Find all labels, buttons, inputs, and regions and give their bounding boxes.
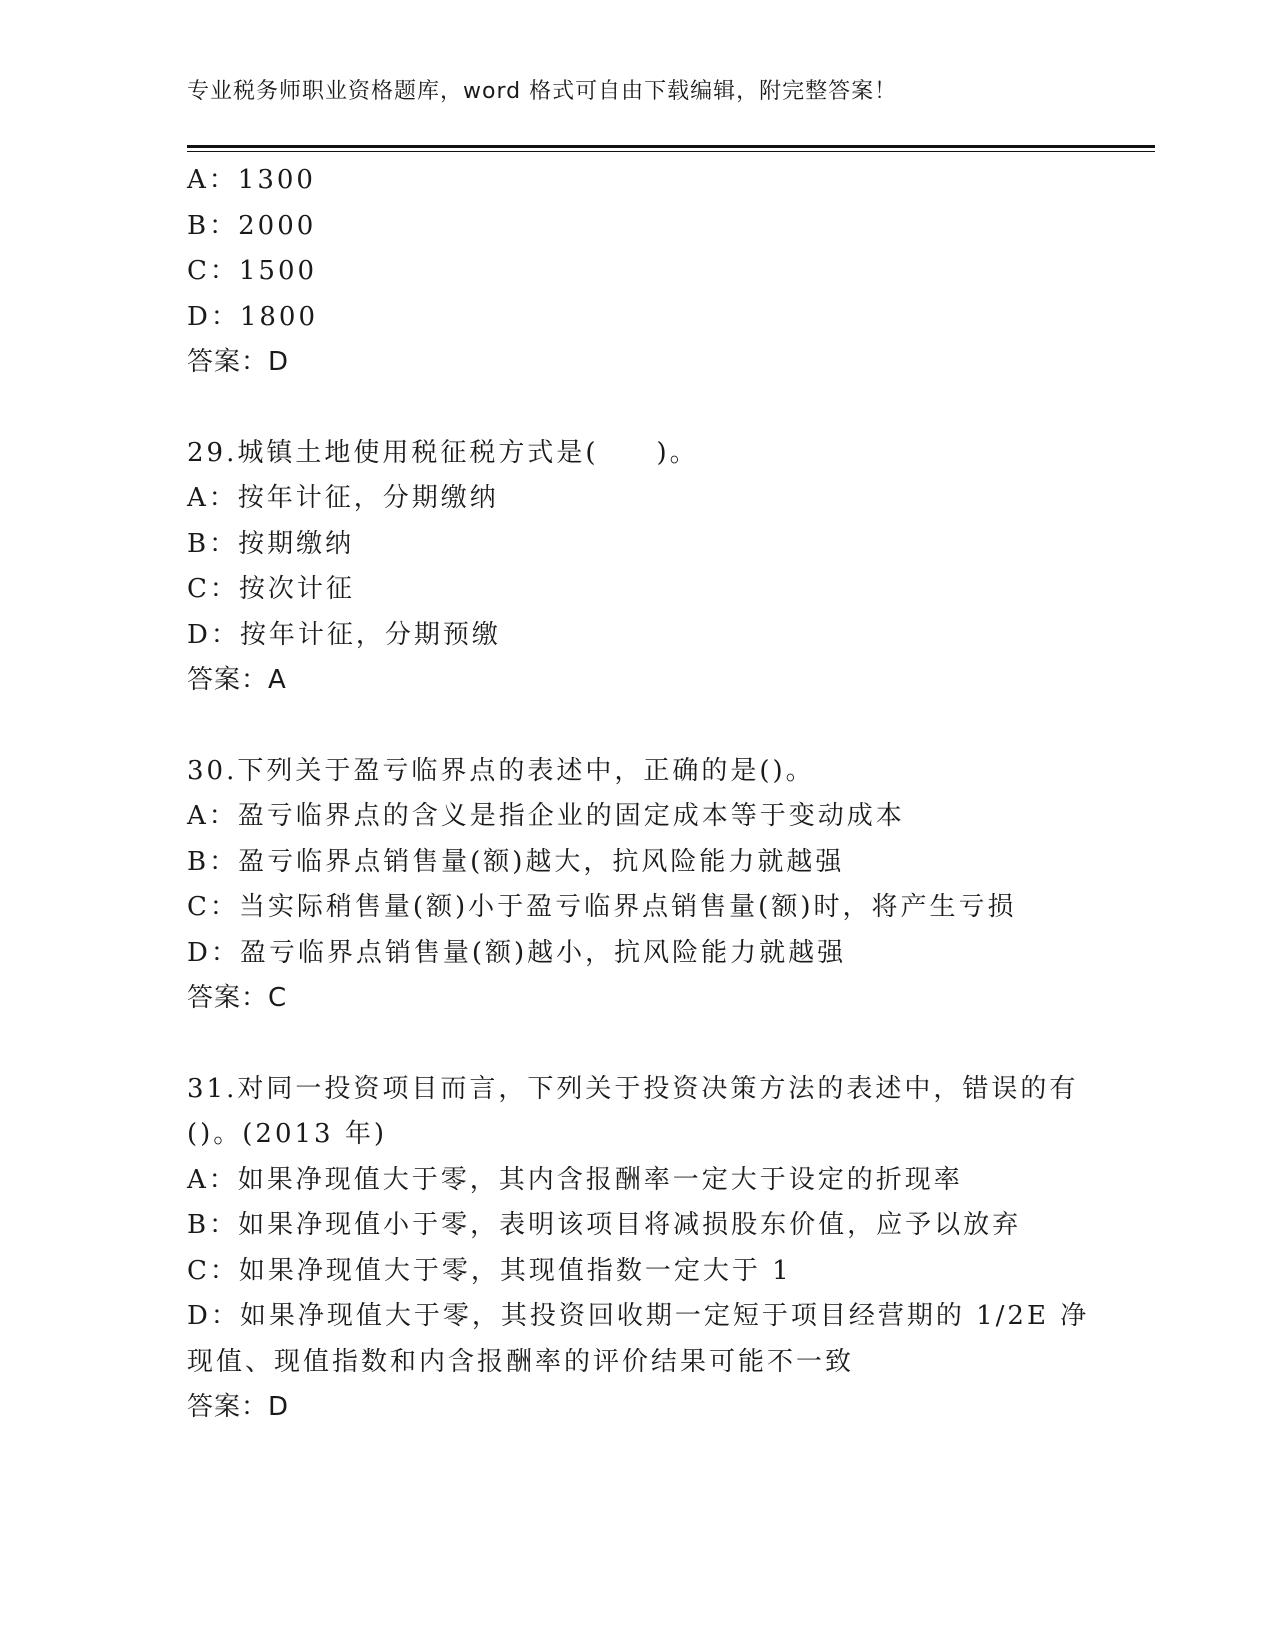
question-text-line2: ()。(2013 年) (187, 1119, 388, 1149)
option-a: A：按年计征，分期缴纳 (187, 483, 499, 513)
page-header: 专业税务师职业资格题库，word 格式可自由下载编辑，附完整答案！ (187, 79, 898, 104)
option-c: C：1500 (187, 256, 318, 286)
answer: 答案：D (187, 347, 290, 377)
header-rule-thin (187, 151, 1155, 152)
header-rule-thick (187, 145, 1155, 148)
option-b: B：按期缴纳 (187, 528, 355, 559)
answer: 答案：D (187, 1392, 290, 1422)
option-d: D：1800 (187, 301, 319, 332)
answer: 答案：C (187, 983, 288, 1013)
question-block-prev (187, 158, 1087, 386)
option-c: C：如果净现值大于零，其现值指数一定大于 1 (187, 1255, 792, 1286)
answer: 答案：A (187, 665, 287, 695)
option-d: D：盈亏临界点销售量(额)越小，抗风险能力就越强 (187, 937, 847, 968)
question-block-31 (187, 1067, 1090, 1431)
document-body (187, 158, 1090, 1431)
question-text-line1: 31.对同一投资项目而言，下列关于投资决策方法的表述中，错误的有 (187, 1073, 1079, 1104)
spacer (187, 1022, 1087, 1067)
question-text: 29.城镇土地使用税征税方式是( )。 (187, 437, 699, 468)
option-a: A：盈亏临界点的含义是指企业的固定成本等于变动成本 (187, 801, 905, 831)
option-b: B：盈亏临界点销售量(额)越大，抗风险能力就越强 (187, 846, 845, 877)
option-b: B：如果净现值小于零，表明该项目将减损股东价值，应予以放弃 (187, 1210, 1022, 1240)
option-c: C：按次计征 (187, 574, 355, 604)
question-block-29 (187, 431, 1087, 704)
option-d-line1: D：如果净现值大于零，其投资回收期一定短于项目经营期的 1/2E 净 (187, 1301, 1090, 1331)
option-b: B：2000 (187, 210, 317, 241)
spacer (187, 704, 1087, 749)
question-block-30 (187, 749, 1087, 1022)
option-a: A：1300 (187, 165, 316, 195)
option-a: A：如果净现值大于零，其内含报酬率一定大于设定的折现率 (187, 1164, 963, 1195)
option-d: D：按年计征，分期预缴 (187, 619, 501, 650)
spacer (187, 386, 1087, 431)
option-d-line2: 现值、现值指数和内含报酬率的评价结果可能不一致 (187, 1346, 855, 1377)
question-text: 30.下列关于盈亏临界点的表述中，正确的是()。 (187, 755, 815, 786)
option-c: C：当实际稍售量(额)小于盈亏临界点销售量(额)时，将产生亏损 (187, 892, 1017, 922)
